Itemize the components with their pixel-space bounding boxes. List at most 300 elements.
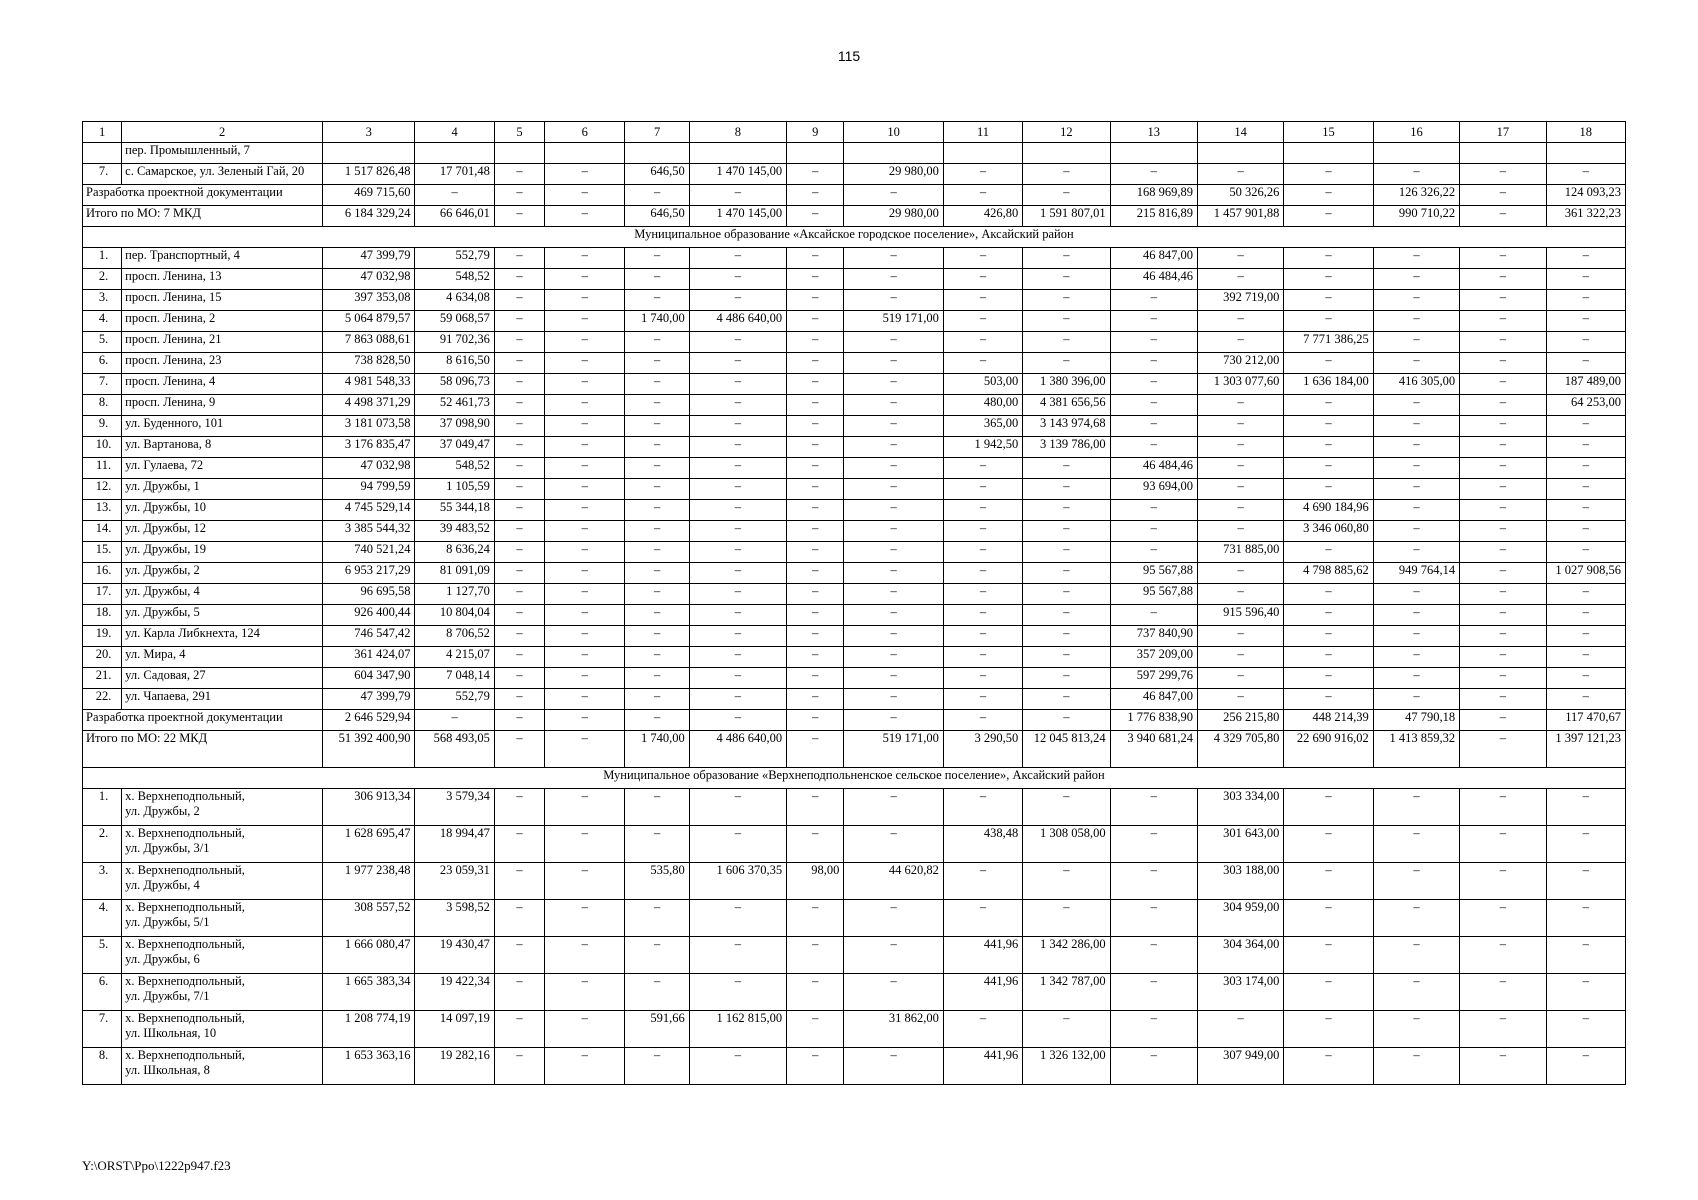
value-cell: – bbox=[1373, 937, 1459, 974]
table-row bbox=[83, 458, 1626, 479]
value-cell: 303 334,00 bbox=[1197, 789, 1283, 826]
table-row bbox=[83, 374, 1626, 395]
value-cell: 93 694,00 bbox=[1110, 479, 1197, 500]
value-cell: – bbox=[494, 206, 544, 227]
address-cell: ул. Садовая, 27 bbox=[122, 668, 323, 689]
value-cell: 1 942,50 bbox=[943, 437, 1022, 458]
value-cell: 397 353,08 bbox=[323, 290, 415, 311]
value-cell: – bbox=[1023, 479, 1110, 500]
value-cell: – bbox=[1373, 647, 1459, 668]
value-cell: – bbox=[1023, 332, 1110, 353]
column-number-cell: 4 bbox=[415, 122, 494, 143]
value-cell: 2 646 529,94 bbox=[323, 710, 415, 731]
value-cell: – bbox=[1197, 647, 1283, 668]
value-cell: – bbox=[1110, 311, 1197, 332]
value-cell: 646,50 bbox=[625, 206, 689, 227]
table-row bbox=[83, 395, 1626, 416]
value-cell: – bbox=[494, 164, 544, 185]
value-cell: – bbox=[494, 605, 544, 626]
value-cell: 187 489,00 bbox=[1546, 374, 1625, 395]
table-row bbox=[83, 416, 1626, 437]
value-cell: – bbox=[494, 584, 544, 605]
table-row bbox=[83, 164, 1626, 185]
value-cell: – bbox=[1460, 626, 1546, 647]
value-cell: – bbox=[1284, 668, 1373, 689]
address-cell bbox=[122, 826, 323, 863]
value-cell: – bbox=[1197, 332, 1283, 353]
address-line-2: ул. Дружбы, 6 bbox=[125, 952, 200, 966]
value-cell: – bbox=[1284, 626, 1373, 647]
row-number: 14. bbox=[83, 521, 122, 542]
value-cell: 519 171,00 bbox=[844, 311, 943, 332]
value-cell: – bbox=[1284, 900, 1373, 937]
value-cell: – bbox=[1460, 248, 1546, 269]
value-cell: – bbox=[1373, 974, 1459, 1011]
value-cell: – bbox=[844, 332, 943, 353]
value-cell: – bbox=[1546, 290, 1625, 311]
value-cell: – bbox=[625, 416, 689, 437]
address-cell bbox=[122, 789, 323, 826]
value-cell: – bbox=[1373, 521, 1459, 542]
value-cell bbox=[1110, 143, 1197, 164]
value-cell: – bbox=[545, 974, 625, 1011]
value-cell: 256 215,80 bbox=[1197, 710, 1283, 731]
value-cell: – bbox=[689, 458, 786, 479]
value-cell: 1 665 383,34 bbox=[323, 974, 415, 1011]
summary-row bbox=[83, 731, 1626, 768]
value-cell: – bbox=[689, 290, 786, 311]
value-cell: – bbox=[494, 937, 544, 974]
value-cell: – bbox=[1284, 605, 1373, 626]
value-cell: – bbox=[1460, 353, 1546, 374]
value-cell: 730 212,00 bbox=[1197, 353, 1283, 374]
address-cell: ул. Карла Либкнехта, 124 bbox=[122, 626, 323, 647]
table-row bbox=[83, 1048, 1626, 1085]
value-cell: 441,96 bbox=[943, 1048, 1022, 1085]
value-cell: – bbox=[1197, 311, 1283, 332]
value-cell: – bbox=[844, 605, 943, 626]
value-cell: – bbox=[1546, 500, 1625, 521]
value-cell: 7 048,14 bbox=[415, 668, 494, 689]
table-row bbox=[83, 479, 1626, 500]
row-number: 3. bbox=[83, 290, 122, 311]
address-cell: ул. Мира, 4 bbox=[122, 647, 323, 668]
value-cell: – bbox=[545, 164, 625, 185]
value-cell: – bbox=[494, 269, 544, 290]
value-cell: – bbox=[1284, 311, 1373, 332]
value-cell: 8 706,52 bbox=[415, 626, 494, 647]
value-cell: – bbox=[787, 248, 844, 269]
address-cell: пер. Промышленный, 7 bbox=[122, 143, 323, 164]
value-cell: 519 171,00 bbox=[844, 731, 943, 768]
value-cell: – bbox=[625, 668, 689, 689]
column-number-cell: 10 bbox=[844, 122, 943, 143]
value-cell: – bbox=[943, 668, 1022, 689]
table-row bbox=[83, 143, 1626, 164]
value-cell: 1 740,00 bbox=[625, 731, 689, 768]
address-cell bbox=[122, 937, 323, 974]
value-cell: – bbox=[545, 542, 625, 563]
value-cell: 55 344,18 bbox=[415, 500, 494, 521]
value-cell bbox=[323, 143, 415, 164]
address-line-1: х. Верхнеподпольный, bbox=[125, 1011, 245, 1025]
value-cell: – bbox=[494, 395, 544, 416]
value-cell: – bbox=[787, 647, 844, 668]
value-cell: – bbox=[943, 900, 1022, 937]
value-cell: – bbox=[689, 710, 786, 731]
value-cell: – bbox=[1460, 789, 1546, 826]
address-cell: с. Самарское, ул. Зеленый Гай, 20 bbox=[122, 164, 323, 185]
value-cell: – bbox=[844, 479, 943, 500]
value-cell: – bbox=[1284, 416, 1373, 437]
table-row bbox=[83, 937, 1626, 974]
value-cell: – bbox=[1546, 1011, 1625, 1048]
value-cell: – bbox=[1023, 521, 1110, 542]
row-number: 5. bbox=[83, 937, 122, 974]
value-cell bbox=[1460, 143, 1546, 164]
table-row bbox=[83, 1011, 1626, 1048]
value-cell: – bbox=[844, 374, 943, 395]
value-cell: – bbox=[545, 416, 625, 437]
row-number: 17. bbox=[83, 584, 122, 605]
value-cell: – bbox=[943, 164, 1022, 185]
value-cell bbox=[1284, 143, 1373, 164]
column-number-cell: 6 bbox=[545, 122, 625, 143]
value-cell: – bbox=[1460, 374, 1546, 395]
value-cell: – bbox=[545, 353, 625, 374]
value-cell bbox=[625, 143, 689, 164]
row-number: 2. bbox=[83, 269, 122, 290]
value-cell: – bbox=[1460, 937, 1546, 974]
value-cell: – bbox=[1373, 826, 1459, 863]
value-cell: 1 413 859,32 bbox=[1373, 731, 1459, 768]
address-cell: ул. Чапаева, 291 bbox=[122, 689, 323, 710]
value-cell: – bbox=[943, 248, 1022, 269]
value-cell: – bbox=[494, 332, 544, 353]
value-cell: – bbox=[1023, 458, 1110, 479]
value-cell: 37 098,90 bbox=[415, 416, 494, 437]
section-header-row bbox=[83, 227, 1626, 248]
value-cell: 1 653 363,16 bbox=[323, 1048, 415, 1085]
value-cell: 3 598,52 bbox=[415, 900, 494, 937]
value-cell: – bbox=[844, 626, 943, 647]
value-cell: – bbox=[844, 900, 943, 937]
value-cell: 746 547,42 bbox=[323, 626, 415, 647]
table-row bbox=[83, 353, 1626, 374]
value-cell: 4 981 548,33 bbox=[323, 374, 415, 395]
value-cell: – bbox=[787, 974, 844, 1011]
value-cell: – bbox=[1110, 416, 1197, 437]
value-cell: 3 181 073,58 bbox=[323, 416, 415, 437]
value-cell: – bbox=[787, 563, 844, 584]
value-cell: 1 208 774,19 bbox=[323, 1011, 415, 1048]
value-cell: 448 214,39 bbox=[1284, 710, 1373, 731]
value-cell: – bbox=[1197, 164, 1283, 185]
value-cell: – bbox=[1546, 353, 1625, 374]
value-cell: 361 322,23 bbox=[1546, 206, 1625, 227]
value-cell: – bbox=[787, 826, 844, 863]
table-row bbox=[83, 542, 1626, 563]
value-cell: 29 980,00 bbox=[844, 164, 943, 185]
value-cell: 4 634,08 bbox=[415, 290, 494, 311]
value-cell: – bbox=[1373, 542, 1459, 563]
value-cell: 6 953 217,29 bbox=[323, 563, 415, 584]
row-number: 7. bbox=[83, 164, 122, 185]
value-cell: – bbox=[1546, 626, 1625, 647]
table-row bbox=[83, 269, 1626, 290]
value-cell: – bbox=[494, 863, 544, 900]
value-cell: 3 346 060,80 bbox=[1284, 521, 1373, 542]
value-cell: – bbox=[1373, 311, 1459, 332]
value-cell: – bbox=[1110, 290, 1197, 311]
value-cell: 91 702,36 bbox=[415, 332, 494, 353]
value-cell: – bbox=[494, 900, 544, 937]
value-cell: – bbox=[787, 937, 844, 974]
value-cell: – bbox=[1023, 542, 1110, 563]
value-cell: – bbox=[1110, 1048, 1197, 1085]
value-cell: – bbox=[1284, 974, 1373, 1011]
value-cell: 58 096,73 bbox=[415, 374, 494, 395]
value-cell: – bbox=[1373, 290, 1459, 311]
value-cell: 1 303 077,60 bbox=[1197, 374, 1283, 395]
value-cell: 46 847,00 bbox=[1110, 248, 1197, 269]
value-cell: – bbox=[1460, 458, 1546, 479]
value-cell: – bbox=[545, 269, 625, 290]
value-cell: – bbox=[1110, 974, 1197, 1011]
value-cell: – bbox=[1546, 789, 1625, 826]
address-line-2: ул. Дружбы, 5/1 bbox=[125, 915, 210, 929]
value-cell: 646,50 bbox=[625, 164, 689, 185]
value-cell: – bbox=[545, 311, 625, 332]
value-cell: – bbox=[844, 584, 943, 605]
column-number-row bbox=[83, 122, 1626, 143]
value-cell: – bbox=[625, 626, 689, 647]
value-cell: – bbox=[1284, 458, 1373, 479]
value-cell: 1 162 815,00 bbox=[689, 1011, 786, 1048]
value-cell: – bbox=[1197, 626, 1283, 647]
value-cell: 59 068,57 bbox=[415, 311, 494, 332]
value-cell: 552,79 bbox=[415, 689, 494, 710]
value-cell: – bbox=[545, 900, 625, 937]
value-cell: – bbox=[1460, 605, 1546, 626]
value-cell: 95 567,88 bbox=[1110, 563, 1197, 584]
value-cell: – bbox=[625, 353, 689, 374]
value-cell: – bbox=[943, 710, 1022, 731]
value-cell: – bbox=[1460, 1011, 1546, 1048]
value-cell: – bbox=[625, 479, 689, 500]
value-cell: – bbox=[1546, 248, 1625, 269]
value-cell: – bbox=[1110, 500, 1197, 521]
value-cell: 304 959,00 bbox=[1197, 900, 1283, 937]
table-row bbox=[83, 863, 1626, 900]
value-cell: – bbox=[787, 731, 844, 768]
value-cell: – bbox=[1373, 605, 1459, 626]
value-cell: – bbox=[545, 689, 625, 710]
value-cell: – bbox=[689, 789, 786, 826]
value-cell: – bbox=[1284, 395, 1373, 416]
value-cell: – bbox=[1546, 311, 1625, 332]
value-cell: – bbox=[1110, 164, 1197, 185]
page-number: 115 bbox=[837, 48, 861, 64]
value-cell: – bbox=[1373, 248, 1459, 269]
row-number: 16. bbox=[83, 563, 122, 584]
value-cell: – bbox=[545, 332, 625, 353]
value-cell: – bbox=[787, 458, 844, 479]
value-cell bbox=[1373, 143, 1459, 164]
value-cell: – bbox=[1546, 689, 1625, 710]
table-row bbox=[83, 605, 1626, 626]
address-line-2: ул. Дружбы, 2 bbox=[125, 804, 200, 818]
value-cell: – bbox=[844, 395, 943, 416]
value-cell: 738 828,50 bbox=[323, 353, 415, 374]
value-cell: 416 305,00 bbox=[1373, 374, 1459, 395]
column-number-cell: 2 bbox=[122, 122, 323, 143]
value-cell: 307 949,00 bbox=[1197, 1048, 1283, 1085]
address-cell: просп. Ленина, 21 bbox=[122, 332, 323, 353]
value-cell: – bbox=[494, 437, 544, 458]
value-cell: – bbox=[625, 647, 689, 668]
value-cell: 215 816,89 bbox=[1110, 206, 1197, 227]
address-line-1: х. Верхнеподпольный, bbox=[125, 937, 245, 951]
value-cell: – bbox=[787, 1048, 844, 1085]
value-cell: – bbox=[545, 290, 625, 311]
address-line-2: ул. Дружбы, 7/1 bbox=[125, 989, 210, 1003]
value-cell: – bbox=[943, 458, 1022, 479]
address-line-1: х. Верхнеподпольный, bbox=[125, 826, 245, 840]
value-cell: – bbox=[625, 1048, 689, 1085]
column-number-cell: 12 bbox=[1023, 122, 1110, 143]
value-cell: 4 498 371,29 bbox=[323, 395, 415, 416]
column-number-cell: 8 bbox=[689, 122, 786, 143]
value-cell: – bbox=[1546, 647, 1625, 668]
value-cell bbox=[1546, 143, 1625, 164]
value-cell: 64 253,00 bbox=[1546, 395, 1625, 416]
value-cell: – bbox=[689, 353, 786, 374]
value-cell: – bbox=[1110, 863, 1197, 900]
value-cell: 98,00 bbox=[787, 863, 844, 900]
value-cell: 3 940 681,24 bbox=[1110, 731, 1197, 768]
value-cell: – bbox=[844, 974, 943, 1011]
value-cell: 47 399,79 bbox=[323, 689, 415, 710]
value-cell: – bbox=[1546, 416, 1625, 437]
value-cell: – bbox=[1284, 164, 1373, 185]
value-cell: – bbox=[844, 563, 943, 584]
value-cell: – bbox=[1460, 206, 1546, 227]
value-cell: – bbox=[625, 458, 689, 479]
value-cell: 29 980,00 bbox=[844, 206, 943, 227]
value-cell bbox=[689, 143, 786, 164]
value-cell: 1 342 286,00 bbox=[1023, 937, 1110, 974]
value-cell: 1 457 901,88 bbox=[1197, 206, 1283, 227]
value-cell: – bbox=[625, 521, 689, 542]
value-cell: – bbox=[545, 584, 625, 605]
value-cell: – bbox=[1546, 332, 1625, 353]
value-cell: – bbox=[689, 647, 786, 668]
value-cell: – bbox=[1373, 789, 1459, 826]
value-cell: 81 091,09 bbox=[415, 563, 494, 584]
value-cell: 5 064 879,57 bbox=[323, 311, 415, 332]
value-cell: – bbox=[689, 605, 786, 626]
value-cell: – bbox=[943, 500, 1022, 521]
value-cell: – bbox=[787, 269, 844, 290]
value-cell: – bbox=[943, 479, 1022, 500]
value-cell: – bbox=[625, 542, 689, 563]
value-cell: 7 771 386,25 bbox=[1284, 332, 1373, 353]
value-cell: – bbox=[545, 647, 625, 668]
value-cell: – bbox=[1110, 332, 1197, 353]
value-cell: – bbox=[1460, 416, 1546, 437]
value-cell: – bbox=[943, 290, 1022, 311]
value-cell: 469 715,60 bbox=[323, 185, 415, 206]
column-number-cell: 7 bbox=[625, 122, 689, 143]
row-number: 2. bbox=[83, 826, 122, 863]
value-cell: – bbox=[1546, 164, 1625, 185]
value-cell: – bbox=[1546, 479, 1625, 500]
column-number-cell: 11 bbox=[943, 122, 1022, 143]
value-cell: – bbox=[1110, 437, 1197, 458]
address-cell: ул. Дружбы, 4 bbox=[122, 584, 323, 605]
value-cell: – bbox=[1197, 416, 1283, 437]
value-cell: 37 049,47 bbox=[415, 437, 494, 458]
value-cell: – bbox=[545, 863, 625, 900]
value-cell: 480,00 bbox=[943, 395, 1022, 416]
value-cell: 4 381 656,56 bbox=[1023, 395, 1110, 416]
value-cell: – bbox=[494, 248, 544, 269]
value-cell: – bbox=[1023, 710, 1110, 731]
value-cell: – bbox=[1373, 500, 1459, 521]
summary-label: Разработка проектной документации bbox=[83, 710, 323, 731]
value-cell: 597 299,76 bbox=[1110, 668, 1197, 689]
value-cell: – bbox=[943, 689, 1022, 710]
value-cell: – bbox=[844, 521, 943, 542]
value-cell: – bbox=[943, 353, 1022, 374]
value-cell: – bbox=[1284, 1011, 1373, 1048]
value-cell: 365,00 bbox=[943, 416, 1022, 437]
value-cell: – bbox=[1023, 900, 1110, 937]
table-row bbox=[83, 900, 1626, 937]
value-cell: 3 143 974,68 bbox=[1023, 416, 1110, 437]
value-cell: 552,79 bbox=[415, 248, 494, 269]
value-cell: – bbox=[1373, 395, 1459, 416]
value-cell: 66 646,01 bbox=[415, 206, 494, 227]
value-cell: – bbox=[689, 689, 786, 710]
table-row bbox=[83, 584, 1626, 605]
value-cell: – bbox=[625, 584, 689, 605]
value-cell: – bbox=[787, 353, 844, 374]
value-cell: – bbox=[844, 353, 943, 374]
value-cell: – bbox=[1110, 900, 1197, 937]
address-cell: ул. Дружбы, 10 bbox=[122, 500, 323, 521]
value-cell: – bbox=[1023, 584, 1110, 605]
value-cell: – bbox=[1460, 395, 1546, 416]
value-cell: – bbox=[494, 710, 544, 731]
value-cell: – bbox=[787, 479, 844, 500]
row-number: 4. bbox=[83, 900, 122, 937]
value-cell: 990 710,22 bbox=[1373, 206, 1459, 227]
value-cell: 1 105,59 bbox=[415, 479, 494, 500]
section-title: Муниципальное образование «Верхнеподпольненское сельское поселение», Аксайский район bbox=[83, 768, 1626, 789]
row-number: 6. bbox=[83, 974, 122, 1011]
value-cell: – bbox=[943, 269, 1022, 290]
value-cell bbox=[1197, 143, 1283, 164]
value-cell bbox=[844, 143, 943, 164]
value-cell: 117 470,67 bbox=[1546, 710, 1625, 731]
value-cell: – bbox=[787, 584, 844, 605]
value-cell: – bbox=[1460, 290, 1546, 311]
value-cell: – bbox=[1373, 863, 1459, 900]
address-cell bbox=[122, 863, 323, 900]
value-cell: – bbox=[844, 937, 943, 974]
